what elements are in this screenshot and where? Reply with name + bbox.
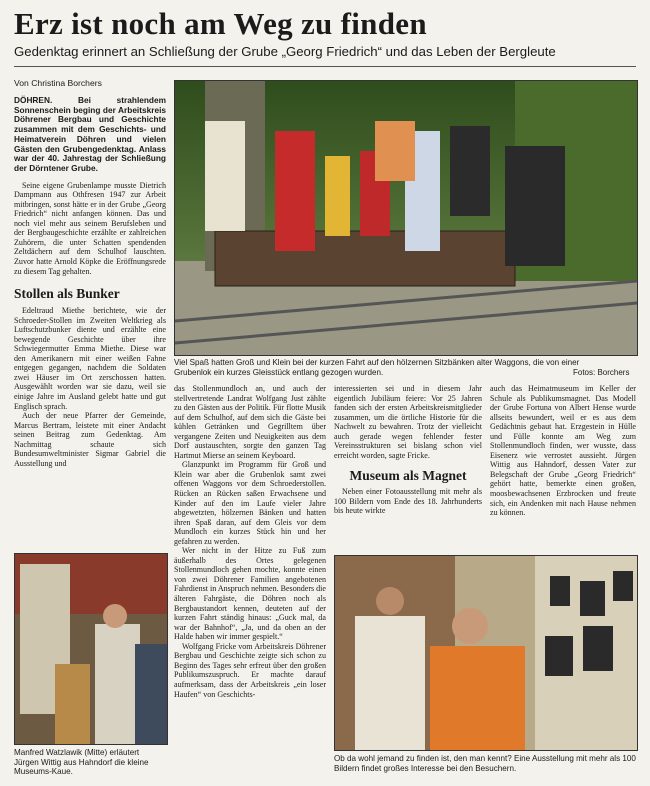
column-1-text-b: [14, 306, 166, 468]
paragraph: auch das Heimatmuseum im Keller der Schule als Publikumsmagnet. Das Modell der Grube Fortuna von Albert Hense wurde allseits bewundert, weil er es aus dem Gedächtnis gebaut hat. Erzgestein in Hülle und Fülle konnte am Weg zum Stollenmundloch finden, wer wusste, dass Eisenerz wie verrostet aussieht. Jürgen Wittig aus Hahndorf, dessen Vater zur Belegschaft der Grube „Georg Friedrich“ gehört hatte, bemerkte einen großen, moosbewachsenen Erzbrocken und freute sich, ein Andenken mit nach Hause nehmen zu können.: [490, 384, 636, 518]
paragraph: Seine eigene Grubenlampe musste Dietrich Dampmann aus Othfresen 1947 zur Arbeit mitbringen, sonst hätte er in der Grube „Georg Friedrich“ nicht anfangen können. Das und noch viel mehr aus seinem Berufsleben und der Bergbaugeschichte erzählte er zahlreichen Zuhörern, die unter Schatten spendenden Zeltdächern auf dem Schulhof lauschten. Zuvor hatte Arnold Köpke die Eröffnungsrede zu diesem Tag gehalten.: [14, 180, 166, 276]
photo-exhibition-image: [335, 556, 637, 750]
column-3-text-b: [334, 487, 482, 516]
photo-credit: Fotos: Borchers: [573, 368, 630, 377]
headline: Erz ist noch am Weg zu finden: [14, 6, 427, 41]
photo-museum-kaue: [14, 553, 168, 745]
subheading-museum: Museum als Magnet: [349, 468, 467, 484]
paragraph: interessierten sei und in diesem Jahr eigentlich Jubiläum feiere: Vor 25 Jahren fanden sich der ersten Arbeitskreismitglieder zusammen, um die örtliche Historie für die Nachwelt zu bewahren. Trotz der vielleicht auch gerade wegen fehlender fester Vereinsstrukturen sei bislang schon viel erreicht worden, sagte Fricke.: [334, 384, 482, 460]
paragraph: Edeltraud Miethe berichtete, wie der Schroeder-Stollen im Zweiten Weltkrieg als Luftschutzbunker diente und erzählte eine bewegende Geschichte über ihre Schwiegermutter Emma Miethe. Diese war den Amerikanern mit einer weißen Fahne entgegen gegangen, nachdem die Soldaten zwei Häuser im Ort zerschossen hatten. Ausgewählt worden war sie dazu, weil sie einige Jahre im Ausland gelebt hatte und gut Englisch sprach.: [14, 306, 166, 411]
column-3: [334, 384, 482, 516]
photo-mine-train-image: [175, 81, 637, 355]
photo-museum-kaue-image: [15, 554, 167, 744]
paragraph: Wolfgang Fricke vom Arbeitskreis Döhrener Bergbau und Geschichte zeigte sich schon zu Beginn des Tages sehr erfreut über den großen Publikumszuspruch. Er machte darauf aufmerksam, dass der Arbeitskreis „ein loser Haufen“ von Geschichts-: [174, 641, 326, 699]
caption-left-photo: Manfred Watzlawik (Mitte) erläutert Jürgen Wittig aus Hahndorf die kleine Museums-Kaue.: [14, 748, 149, 777]
paragraph: das Stollenmundloch an, und auch der stellvertretende Landrat Wolfgang Just zählte zu den Gästen aus der Politik. Für flotte Musik auf dem Schulhof, auf dem sich die Gäste bei kühlen Getränken und Gegrilltem über vergangene Zeiten und Neuigkeiten aus dem Dorf austauschten, sorgte den ganzen Tag Hartmut Mierse an seinem Keyboard.: [174, 384, 326, 460]
subheadline: Gedenktag erinnert an Schließung der Grube „Georg Friedrich“ und das Leben der Bergleute: [14, 44, 556, 59]
column-3-text-a: [334, 384, 482, 460]
column-2: [174, 384, 326, 699]
subheading-bunker: Stollen als Bunker: [14, 286, 120, 302]
photo-exhibition: [334, 555, 638, 751]
paragraph: Neben einer Fotoausstellung mit mehr als 100 Bildern vom Ende des 18. Jahrhunderts bis heute wirkte: [334, 487, 482, 516]
paragraph: Wer nicht in der Hitze zu Fuß zum äußerhalb des Ortes gelegenen Stollenmundloch gehen mochte, konnte einen von zwei Döhrener Familien angebotenen Fahrdienst in Anspruch nehmen. Besonders die älteren Fahrgäste, die Döhren noch als Bergbaustandort kennen, deuteten auf der kurzen Fahrt ständig hinaus: „Guck mal, da war der Bahnhof“, „Ja, und da oben an der Halde haben wir immer gespielt.“: [174, 546, 326, 642]
paragraph: Auch der neue Pfarrer der Gemeinde, Marcus Bertram, leistete mit einer Andacht seinen Beitrag zum Gedenktag. Am Nachmittag schaute sich Bundesumweltminister Sigmar Gabriel die Ausstellung und: [14, 411, 166, 468]
byline: Von Christina Borchers: [14, 78, 102, 88]
photo-mine-train: [174, 80, 638, 356]
caption-right-photo: Ob da wohl jemand zu finden ist, den man kennt? Eine Ausstellung mit mehr als 100 Bildern findet großes Interesse bei den Besuchern.: [334, 754, 636, 773]
caption-top-photo: Viel Spaß hatten Groß und Klein bei der kurzen Fahrt auf den hölzernen Sitzbänken alter Waggons, die von einer Grubenlok ein kurzes Gleisstück entlang gezogen wurden.: [174, 358, 580, 377]
paragraph: Glanzpunkt im Programm für Groß und Klein war aber die Grubenlok samt zwei offenen Waggons vor dem Schroederstollen. Rücken an Rücken saßen Erwachsene und Kinder auf den im Laufe vieler Jahre abgewetzten, hölzernen Bänken und hatten ihren Spaß daran, auf dem Gleis vor dem Mundloch ein kurzes Stück hin und her gefahren zu werden.: [174, 460, 326, 546]
column-1-text-a: [14, 181, 166, 276]
lead-paragraph: DÖHREN. Bei strahlendem Sonnenschein beging der Arbeitskreis Döhrener Bergbau und Geschichte zusammen mit dem Geschichts- und Heimatverein Döhren und vielen Gästen den Grubengedenktag. Anlass war der 40. Jahrestag der Schließung der Dörntener Grube.: [14, 95, 166, 173]
header-rule: [14, 66, 636, 67]
column-4: [490, 384, 636, 518]
column-1: [14, 96, 166, 468]
